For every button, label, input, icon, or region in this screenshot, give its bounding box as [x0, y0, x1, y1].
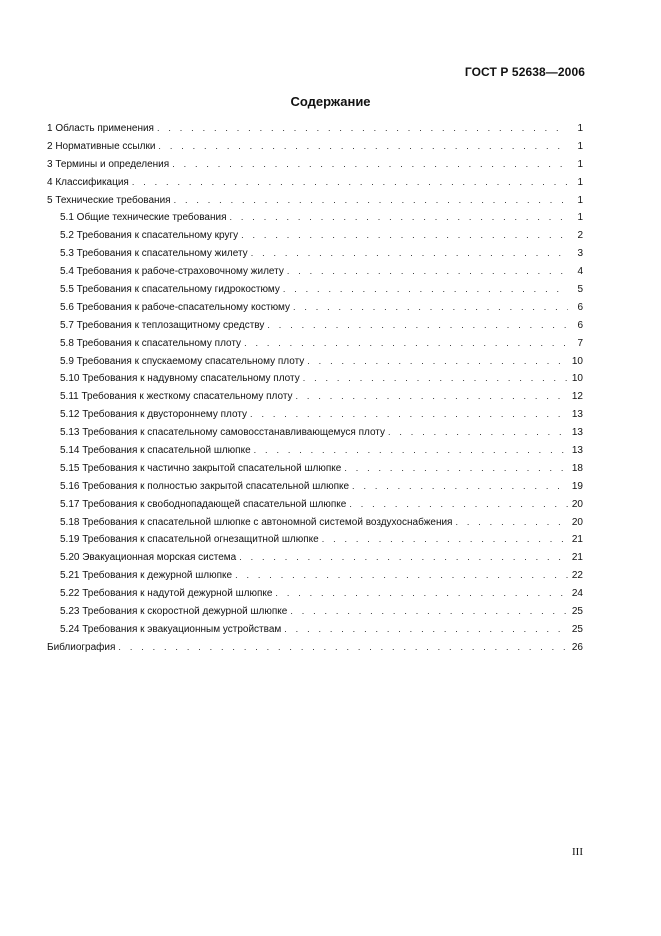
toc-entry[interactable]	[47, 567, 583, 585]
toc-entry-page: 20	[571, 516, 583, 528]
dot-leader	[172, 156, 568, 174]
toc-entry[interactable]	[47, 531, 583, 549]
dot-leader	[455, 514, 568, 532]
toc-entry-page: 13	[571, 427, 583, 439]
table-of-contents	[47, 120, 583, 657]
toc-entry-page: 13	[571, 445, 583, 457]
toc-entry-label: 5.11 Требования к жесткому спасательному плоту	[60, 391, 293, 403]
toc-entry[interactable]	[47, 245, 583, 263]
toc-entry[interactable]	[47, 120, 583, 138]
dot-leader	[267, 317, 568, 335]
toc-entry-page: 6	[577, 319, 583, 331]
toc-entry-label: 5.6 Требования к рабоче-спасательному костюму	[60, 301, 290, 313]
dot-leader	[284, 621, 568, 639]
toc-entry-page: 10	[571, 355, 583, 367]
toc-entry-page: 7	[577, 337, 583, 349]
toc-entry[interactable]	[47, 603, 583, 621]
toc-entry-page: 1	[577, 194, 583, 206]
dot-leader	[296, 388, 568, 406]
toc-entry[interactable]	[47, 424, 583, 442]
toc-entry-page: 25	[571, 623, 583, 635]
toc-entry-label: 5 Технические требования	[47, 194, 171, 206]
toc-entry[interactable]	[47, 478, 583, 496]
toc-entry-label: 5.20 Эвакуационная морская система	[60, 552, 237, 564]
page-title: Содержание	[290, 94, 371, 109]
toc-entry-label: 3 Термины и определения	[47, 158, 170, 170]
toc-entry[interactable]	[47, 317, 583, 335]
toc-entry-page: 10	[571, 373, 583, 385]
toc-entry-label: 5.5 Требования к спасательному гидрокостюму	[60, 284, 280, 296]
toc-entry[interactable]	[47, 406, 583, 424]
dot-leader	[254, 442, 568, 460]
toc-entry-label: 5.2 Требования к спасательному кругу	[60, 230, 239, 242]
toc-entry-page: 25	[571, 606, 583, 618]
dot-leader	[293, 299, 568, 317]
toc-entry-label: 5.12 Требования к двустороннему плоту	[60, 409, 248, 421]
toc-entry-label: 5.1 Общие технические требования	[60, 212, 227, 224]
toc-entry-page: 1	[577, 212, 583, 224]
toc-entry-label: 5.15 Требования к частично закрытой спасательной шлюпке	[60, 462, 342, 474]
toc-entry-label: 5.22 Требования к надутой дежурной шлюпке	[60, 588, 273, 600]
dot-leader	[230, 209, 569, 227]
toc-entry-page: 6	[577, 301, 583, 313]
toc-entry-page: 3	[577, 248, 583, 260]
dot-leader	[235, 567, 568, 585]
dot-leader	[158, 138, 568, 156]
toc-entry[interactable]	[47, 585, 583, 603]
toc-entry[interactable]	[47, 174, 583, 192]
toc-entry-label: 1 Область применения	[47, 123, 154, 134]
toc-entry[interactable]	[47, 299, 583, 317]
toc-entry-label: 5.16 Требования к полностью закрытой спасательной шлюпке	[60, 480, 350, 492]
toc-entry[interactable]	[47, 138, 583, 156]
toc-entry[interactable]	[47, 549, 583, 567]
toc-entry-page: 5	[577, 284, 583, 296]
dot-leader	[241, 227, 568, 245]
toc-entry-label: Библиография	[47, 641, 116, 653]
dot-leader	[307, 353, 568, 371]
dot-leader	[344, 460, 568, 478]
toc-entry[interactable]	[47, 388, 583, 406]
toc-entry[interactable]	[47, 496, 583, 514]
toc-entry-label: 5.8 Требования к спасательному плоту	[60, 337, 242, 349]
toc-entry-label: 4 Классификация	[47, 176, 129, 188]
toc-entry-page: 21	[571, 534, 583, 546]
toc-entry-label: 5.18 Требования к спасательной шлюпке с автономной системой воздухоснабжения	[60, 516, 453, 528]
toc-entry[interactable]	[47, 209, 583, 227]
toc-entry-page: 21	[571, 552, 583, 564]
toc-entry[interactable]	[47, 281, 583, 299]
toc-entry-page: 13	[571, 409, 583, 421]
toc-entry-page: 26	[571, 641, 583, 653]
dot-leader	[251, 245, 568, 263]
dot-leader	[118, 639, 568, 657]
toc-entry-page: 1	[577, 158, 583, 170]
toc-entry-label: 5.10 Требования к надувному спасательному плоту	[60, 373, 300, 385]
toc-entry[interactable]	[47, 353, 583, 371]
toc-entry-page: 18	[571, 462, 583, 474]
toc-entry-label: 5.17 Требования к свободнопадающей спасательной шлюпке	[60, 498, 347, 510]
toc-entry-page: 19	[571, 480, 583, 492]
toc-entry-label: 5.9 Требования к спускаемому спасательному плоту	[60, 355, 305, 367]
toc-entry[interactable]	[47, 227, 583, 245]
dot-leader	[250, 406, 568, 424]
toc-entry-label: 5.13 Требования к спасательному самовосстанавливающемуся плоту	[60, 427, 385, 439]
toc-entry-page: 20	[571, 498, 583, 510]
toc-entry-page: 1	[577, 123, 583, 134]
toc-entry[interactable]	[47, 335, 583, 353]
toc-entry[interactable]	[47, 639, 583, 657]
toc-entry[interactable]	[47, 514, 583, 532]
toc-entry[interactable]	[47, 442, 583, 460]
toc-entry-label: 5.4 Требования к рабоче-страховочному жилету	[60, 266, 284, 278]
toc-entry[interactable]	[47, 156, 583, 174]
toc-entry[interactable]	[47, 263, 583, 281]
dot-leader	[244, 335, 568, 353]
dot-leader	[287, 263, 568, 281]
page-number: III	[572, 846, 583, 858]
toc-entry-page: 4	[577, 266, 583, 278]
toc-entry-page: 1	[577, 140, 583, 152]
toc-entry-label: 5.23 Требования к скоростной дежурной шлюпке	[60, 606, 288, 618]
toc-entry-label: 5.7 Требования к теплозащитному средству	[60, 319, 265, 331]
toc-entry-label: 5.14 Требования к спасательной шлюпке	[60, 445, 251, 457]
dot-leader	[239, 549, 568, 567]
document-code: ГОСТ Р 52638—2006	[464, 65, 585, 79]
dot-leader	[132, 174, 568, 192]
toc-entry-page: 22	[571, 570, 583, 582]
toc-entry-page: 24	[571, 588, 583, 600]
toc-entry[interactable]	[47, 621, 583, 639]
dot-leader	[388, 424, 568, 442]
toc-entry-page: 12	[571, 391, 583, 403]
toc-entry-label: 5.24 Требования к эвакуационным устройствам	[60, 623, 282, 635]
dot-leader	[290, 603, 568, 621]
toc-entry-label: 5.19 Требования к спасательной огнезащитной шлюпке	[60, 534, 319, 546]
toc-entry-label: 5.21 Требования к дежурной шлюпке	[60, 570, 233, 582]
toc-entry[interactable]	[47, 460, 583, 478]
toc-entry-page: 2	[577, 230, 583, 242]
dot-leader	[275, 585, 568, 603]
toc-entry[interactable]	[47, 192, 583, 210]
dot-leader	[352, 478, 568, 496]
dot-leader	[303, 370, 568, 388]
dot-leader	[157, 120, 568, 138]
dot-leader	[349, 496, 568, 514]
dot-leader	[174, 192, 568, 210]
dot-leader	[283, 281, 568, 299]
toc-entry[interactable]	[47, 370, 583, 388]
toc-entry-label: 5.3 Требования к спасательному жилету	[60, 248, 248, 260]
toc-entry-page: 1	[577, 176, 583, 188]
toc-entry-label: 2 Нормативные ссылки	[47, 140, 156, 152]
dot-leader	[322, 531, 568, 549]
